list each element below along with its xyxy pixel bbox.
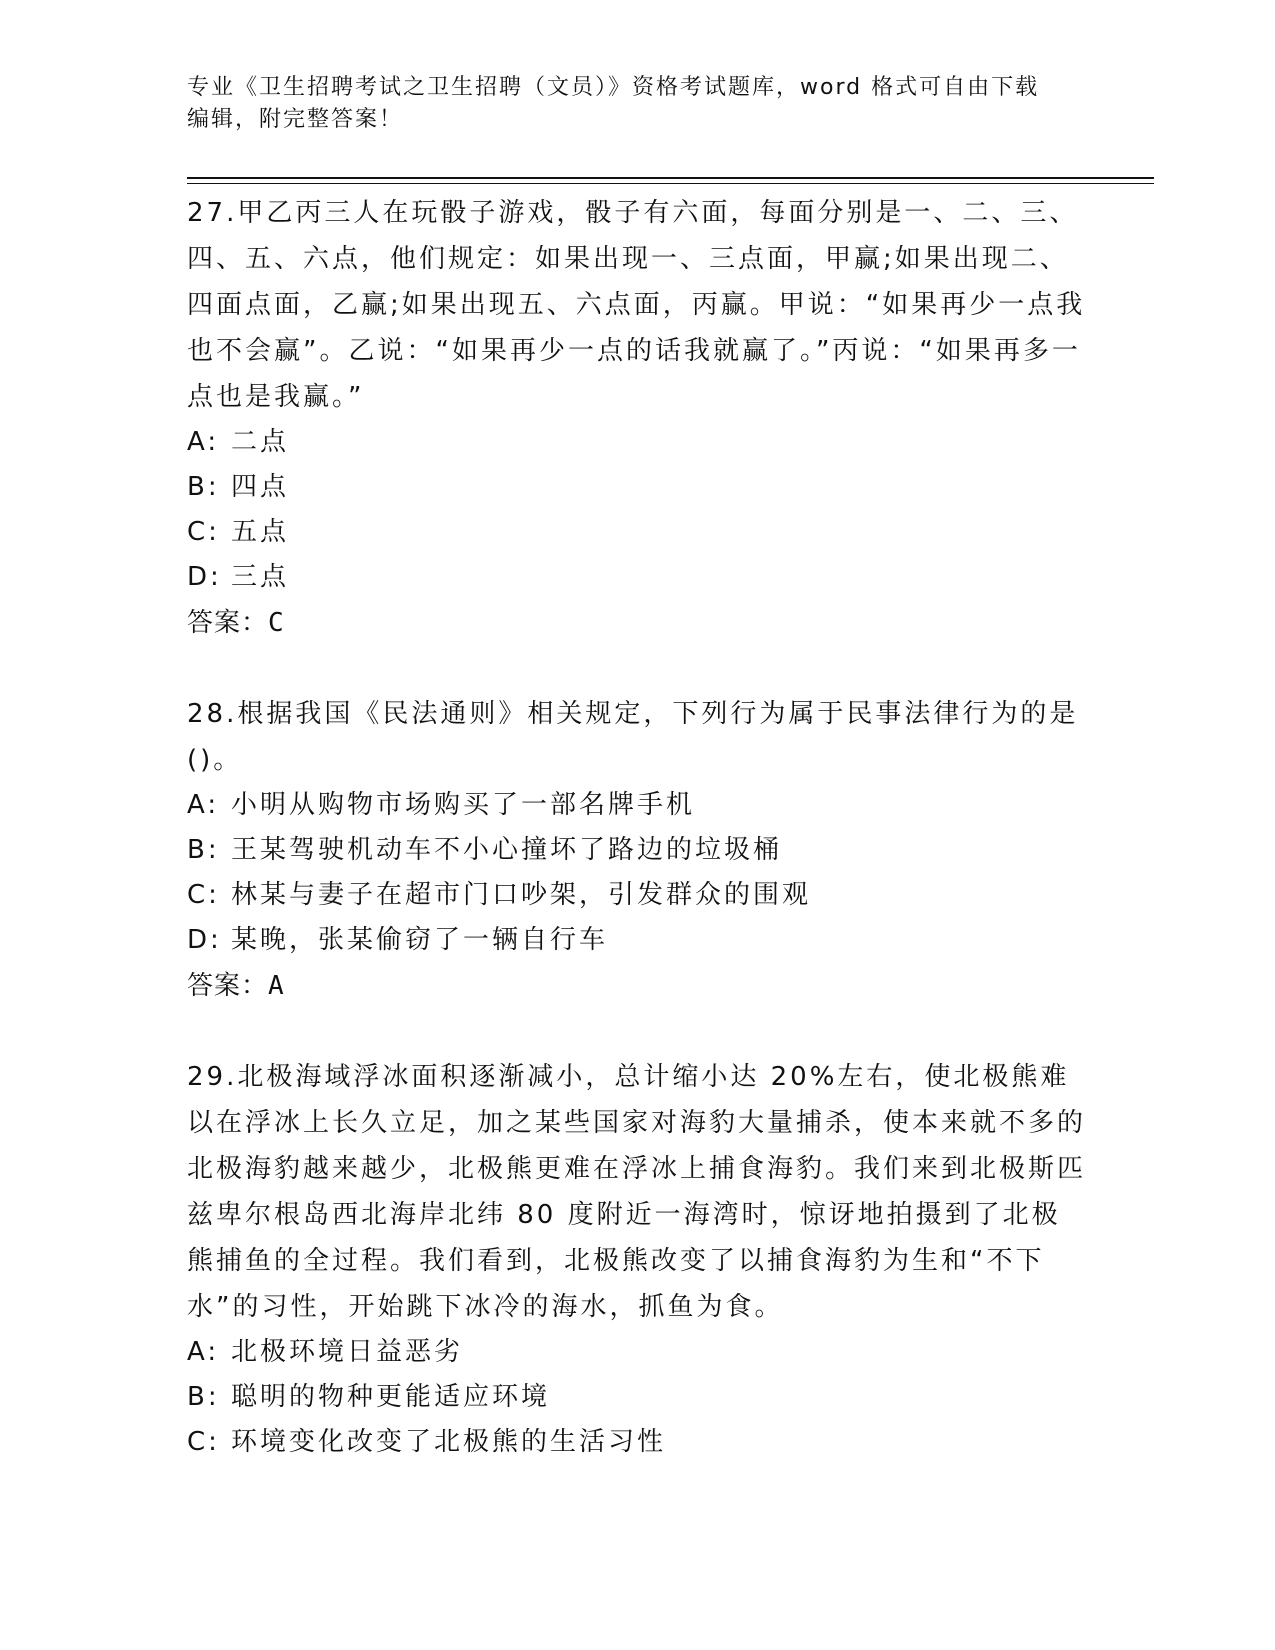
option-key: D: (187, 925, 222, 955)
question-list (187, 190, 1087, 1510)
question-27 (187, 190, 1087, 646)
option-text: 北极环境日益恶劣 (231, 1337, 464, 1367)
option-text: 王某驾驶机动车不小心撞坏了路边的垃圾桶 (231, 835, 783, 865)
option-text: 五点 (231, 517, 290, 547)
option-key: A: (187, 790, 220, 820)
option-text: 四点 (231, 472, 290, 502)
question-29 (187, 1054, 1087, 1465)
option-text: 小明从购物市场购买了一部名牌手机 (231, 790, 696, 820)
option-c (187, 873, 1087, 918)
option-key: B: (187, 472, 220, 502)
option-key: C: (187, 1427, 220, 1457)
question-stem: 28.根据我国《民法通则》相关规定，下列行为属于民事法律行为的是()。 (187, 699, 1079, 775)
option-text: 环境变化改变了北极熊的生活习性 (231, 1427, 667, 1457)
option-text: 二点 (231, 427, 290, 457)
option-a (187, 1330, 1087, 1375)
option-key: D: (187, 562, 222, 592)
header-line-1: 专业《卫生招聘考试之卫生招聘（文员）》资格考试题库，word 格式可自由下载 (187, 75, 1040, 100)
option-key: C: (187, 517, 220, 547)
header-line-2: 编辑，附完整答案！ (187, 107, 404, 132)
option-text: 林某与妻子在超市门口吵架，引发群众的围观 (231, 880, 812, 910)
question-stem: 29.北极海域浮冰面积逐渐减小，总计缩小达 20%左右，使北极熊难以在浮冰上长久立足，加之某些国家对海豹大量捕杀，使本来就不多的北极海豹越来越少，北极熊更难在浮冰上捕食海豹。我们来到北极斯匹兹卑尔根岛西北海岸北纬 80 度附近一海湾时，惊讶地拍摄到了北极熊捕鱼的全过程。我们看到，北极熊改变了以捕食海豹为生和“不下水”的习性，开始跳下冰冷的海水，抓鱼为食。 (187, 1062, 1087, 1322)
option-d (187, 555, 1087, 600)
option-d (187, 918, 1087, 963)
option-key: A: (187, 427, 220, 457)
answer-label: 答案：A (187, 971, 285, 1001)
document-header (187, 72, 1077, 136)
option-key: B: (187, 835, 220, 865)
question-stem: 27.甲乙丙三人在玩骰子游戏，骰子有六面，每面分别是一、二、三、四、五、六点，他们规定：如果出现一、三点面，甲赢;如果出现二、四面点面，乙赢;如果出现五、六点面，丙赢。甲说：“如果再少一点我也不会赢”。乙说：“如果再少一点的话我就赢了。”丙说：“如果再多一点也是我赢。” (187, 198, 1086, 412)
option-c (187, 510, 1087, 555)
header-divider-thick (187, 177, 1154, 179)
option-text: 三点 (231, 562, 290, 592)
answer-label: 答案：C (187, 608, 285, 638)
option-text: 聪明的物种更能适应环境 (231, 1382, 551, 1412)
option-key: A: (187, 1337, 220, 1367)
option-b (187, 828, 1087, 873)
option-key: C: (187, 880, 220, 910)
header-divider-thin (187, 183, 1154, 184)
option-b (187, 1375, 1087, 1420)
option-key: B: (187, 1382, 220, 1412)
question-28 (187, 691, 1087, 1009)
option-text: 某晚，张某偷窃了一辆自行车 (231, 925, 609, 955)
option-a (187, 783, 1087, 828)
option-b (187, 465, 1087, 510)
option-c (187, 1420, 1087, 1465)
option-a (187, 420, 1087, 465)
